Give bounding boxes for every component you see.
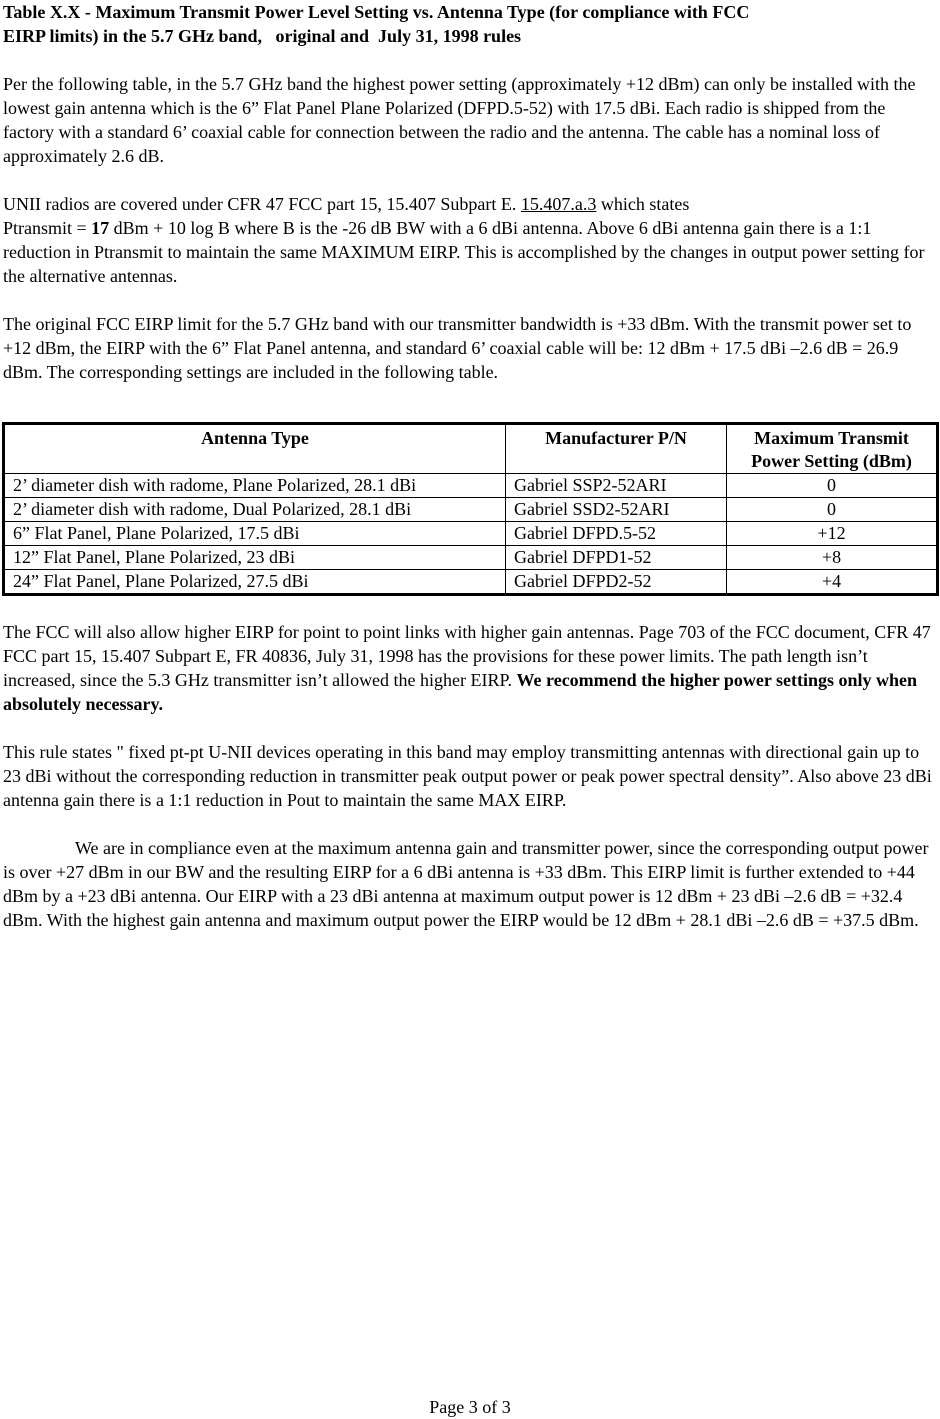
header-max-power: [727, 424, 938, 474]
cell-max-power: +12: [727, 522, 938, 546]
recommendation-text: We recommend the higher power settings only when absolutely necessary.: [3, 670, 918, 714]
header-max-power-line-2: Power Setting (dBm): [751, 451, 912, 471]
cell-manufacturer-pn: Gabriel SSD2-52ARI: [506, 498, 727, 522]
cell-antenna-type: 6” Flat Panel, Plane Polarized, 17.5 dBi: [4, 522, 506, 546]
higher-eirp-paragraph: [3, 620, 935, 716]
document-page: [3, 0, 935, 932]
cell-max-power: 0: [727, 474, 938, 498]
ptransmit-label: Ptransmit =: [3, 218, 92, 238]
cell-manufacturer-pn: Gabriel DFPD.5-52: [506, 522, 727, 546]
unii-lead: UNII radios are covered under CFR 47 FCC part 15, 15.407 Subpart E.: [3, 194, 521, 214]
unii-rest: dBm + 10 log B where B is the -26 dB BW with a 6 dBi antenna. Above 6 dBi antenna gain there is a 1:1 reduction in Ptransmit to maintain the same MAXIMUM EIRP. This is accomplished by the changes in output power setting for the alternative antennas.: [3, 218, 925, 286]
cell-antenna-type: 2’ diameter dish with radome, Dual Polarized, 28.1 dBi: [4, 498, 506, 522]
table-header-row: [4, 424, 938, 474]
antenna-power-table: [2, 422, 939, 596]
header-manufacturer-pn: Manufacturer P/N: [506, 424, 727, 474]
cell-antenna-type: 24” Flat Panel, Plane Polarized, 27.5 dBi: [4, 570, 506, 595]
unii-after-link: which states: [596, 194, 690, 214]
rule-reference-link[interactable]: 15.407.a.3: [520, 194, 597, 214]
table-title: [3, 0, 935, 48]
table-row: [4, 474, 938, 498]
cell-manufacturer-pn: Gabriel DFPD2-52: [506, 570, 727, 595]
table-row: [4, 546, 938, 570]
cell-manufacturer-pn: Gabriel DFPD1-52: [506, 546, 727, 570]
ptransmit-value: 17: [91, 218, 110, 238]
table-title-line-1: Table X.X - Maximum Transmit Power Level Setting vs. Antenna Type (for compliance with FCC: [3, 2, 750, 22]
rule-quote-paragraph: This rule states " fixed pt-pt U-NII devices operating in this band may employ transmitting antennas with directional gain up to 23 dBi without the corresponding reduction in transmitter peak output power or peak power spectral density”. Also above 23 dBi antenna gain there is a 1:1 reduction in Pout to maintain the same MAX EIRP.: [3, 742, 932, 810]
cell-max-power: 0: [727, 498, 938, 522]
header-max-power-line-1: Maximum Transmit: [754, 428, 909, 448]
cell-max-power: +8: [727, 546, 938, 570]
table-row: [4, 522, 938, 546]
cell-antenna-type: 2’ diameter dish with radome, Plane Polarized, 28.1 dBi: [4, 474, 506, 498]
cell-antenna-type: 12” Flat Panel, Plane Polarized, 23 dBi: [4, 546, 506, 570]
header-antenna-type: Antenna Type: [4, 424, 506, 474]
table-title-line-2: EIRP limits) in the 5.7 GHz band, original and July 31, 1998 rules: [3, 26, 522, 46]
unii-paragraph: [3, 192, 935, 288]
cell-max-power: +4: [727, 570, 938, 595]
compliance-paragraph: We are in compliance even at the maximum antenna gain and transmitter power, since the corresponding output power is over +27 dBm in our BW and the resulting EIRP for a 6 dBi antenna is +33 dBm. This EIRP limit is further extended to +44 dBm by a +23 dBi antenna. Our EIRP with a 23 dBi antenna at maximum output power is 12 dBm + 23 dBi –2.6 dB = +32.4 dBm. With the highest gain antenna and maximum output power the EIRP would be 12 dBm + 28.1 dBi –2.6 dB = +37.5 dBm.: [3, 838, 929, 930]
higher-eirp-text: The FCC will also allow higher EIRP for point to point links with higher gain antennas. Page 703 of the FCC document, CFR 47 FCC part 15, 15.407 Subpart E, FR 40836, July 31, 1998 has the provisions for these power limits. The path length isn’t increased, since the 5.3 GHz transmitter isn’t allowed the higher EIRP.: [3, 622, 931, 690]
eirp-limit-paragraph: The original FCC EIRP limit for the 5.7 GHz band with our transmitter bandwidth is +33 dBm. With the transmit power set to +12 dBm, the EIRP with the 6” Flat Panel antenna, and standard 6’ coaxial cable will be: 12 dBm + 17.5 dBi –2.6 dB = 26.9 dBm. The corresponding settings are included in the following table.: [3, 314, 912, 382]
table-row: [4, 498, 938, 522]
intro-paragraph: Per the following table, in the 5.7 GHz band the highest power setting (approximately +12 dBm) can only be installed with the lowest gain antenna which is the 6” Flat Panel Plane Polarized (DFPD.5-52) with 17.5 dBi. Each radio is shipped from the factory with a standard 6’ coaxial cable for connection between the radio and the antenna. The cable has a nominal loss of approximately 2.6 dB.: [3, 74, 916, 166]
page-number: Page 3 of 3: [429, 1397, 511, 1417]
cell-manufacturer-pn: Gabriel SSP2-52ARI: [506, 474, 727, 498]
table-row: [4, 570, 938, 595]
